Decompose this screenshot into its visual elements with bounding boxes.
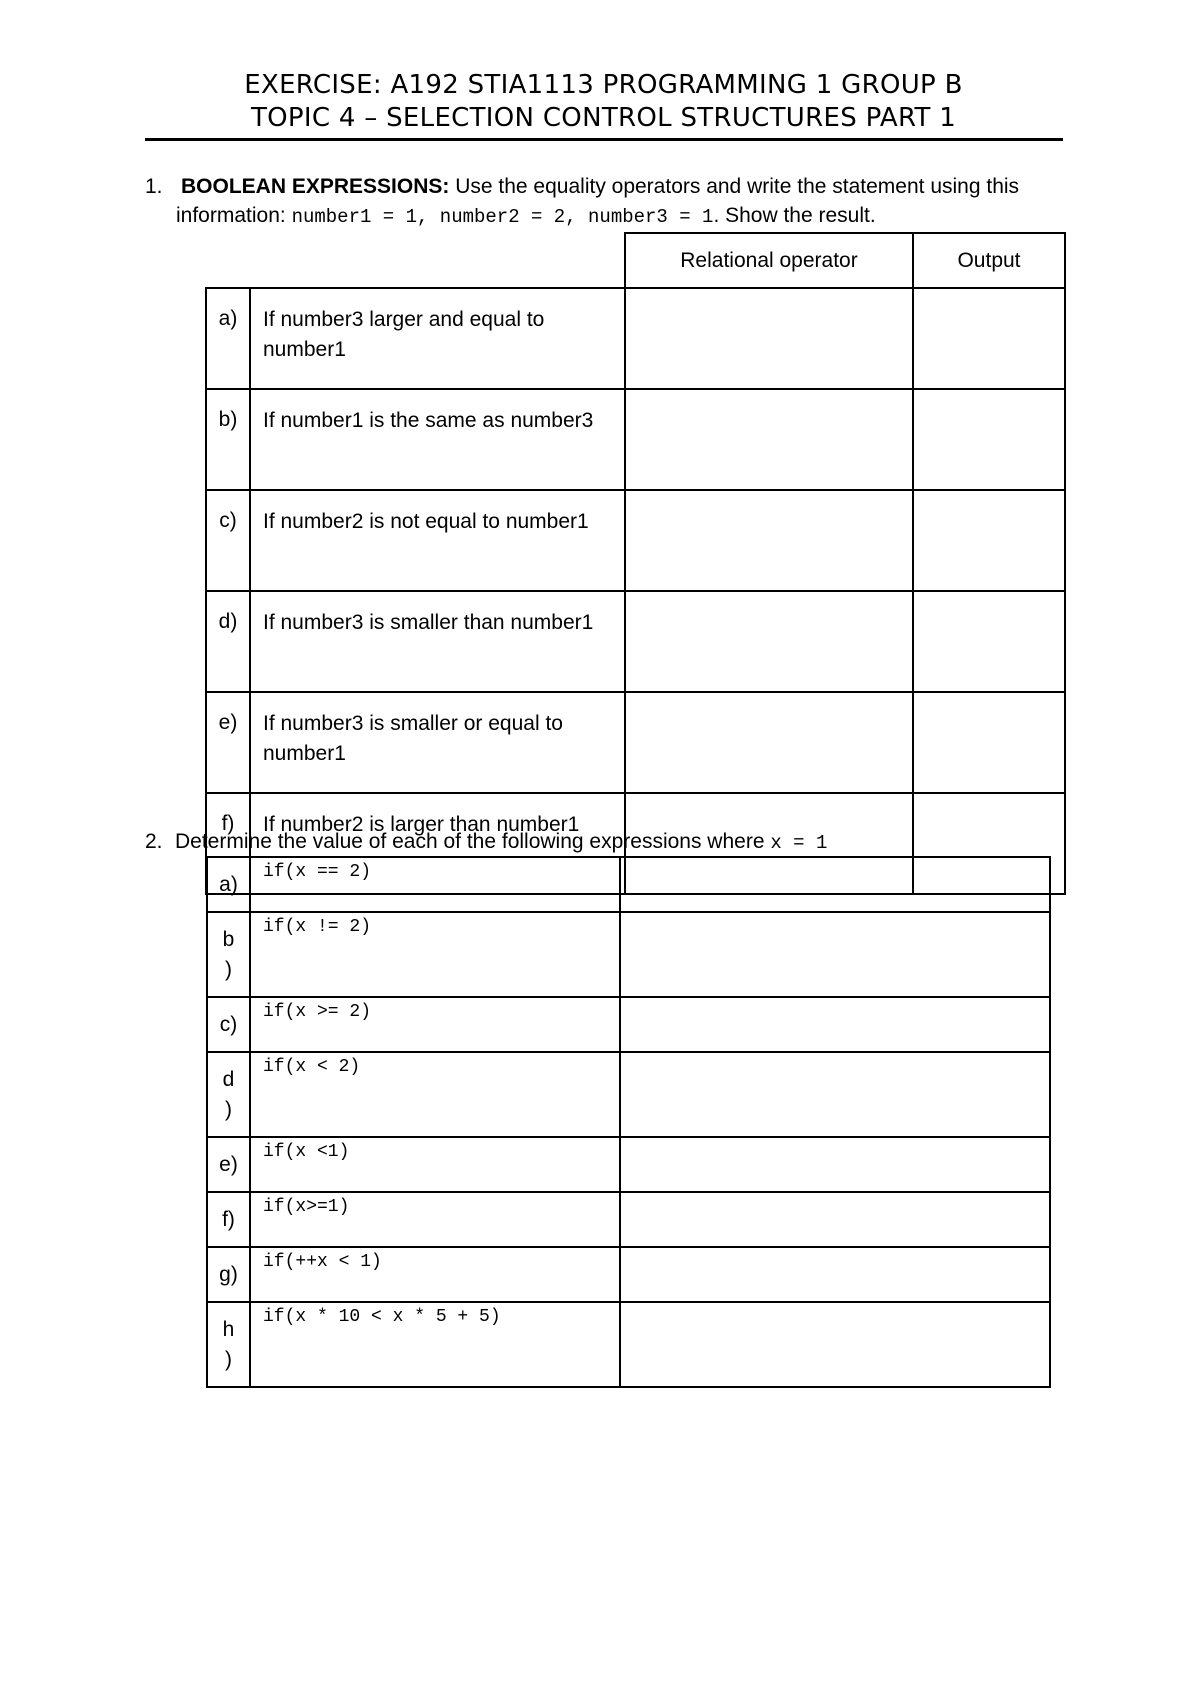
expressions-table bbox=[206, 856, 1051, 1388]
relational-operator-answer-cell[interactable] bbox=[625, 288, 913, 389]
row-description: If number2 is not equal to number1 bbox=[250, 490, 625, 591]
question-2-number: 2. bbox=[145, 830, 163, 853]
row-label: e) bbox=[207, 1137, 250, 1192]
question-2-code: x = 1 bbox=[770, 832, 828, 854]
row-label: b) bbox=[206, 389, 250, 490]
output-answer-cell[interactable] bbox=[913, 490, 1065, 591]
table-row bbox=[207, 1137, 1050, 1192]
row-label: a) bbox=[207, 857, 250, 912]
answer-cell[interactable] bbox=[620, 1247, 1050, 1302]
page-title-line-2: TOPIC 4 – SELECTION CONTROL STRUCTURES PART 1 bbox=[250, 103, 957, 133]
question-1-line-2 bbox=[176, 204, 876, 228]
output-header: Output bbox=[913, 233, 1065, 288]
answer-cell[interactable] bbox=[620, 1302, 1050, 1387]
answer-cell[interactable] bbox=[620, 912, 1050, 997]
row-description: If number3 larger and equal to number1 bbox=[250, 288, 625, 389]
relational-operator-answer-cell[interactable] bbox=[625, 490, 913, 591]
relational-operator-answer-cell[interactable] bbox=[625, 389, 913, 490]
relational-operator-answer-cell[interactable] bbox=[625, 692, 913, 793]
expression-code: if(x < 2) bbox=[250, 1052, 620, 1137]
expression-code: if(++x < 1) bbox=[250, 1247, 620, 1302]
row-label: b ) bbox=[207, 912, 250, 997]
row-label: d ) bbox=[207, 1052, 250, 1137]
relational-operator-answer-cell[interactable] bbox=[625, 591, 913, 692]
row-label: a) bbox=[206, 288, 250, 389]
expression-code: if(x * 10 < x * 5 + 5) bbox=[250, 1302, 620, 1387]
answer-cell[interactable] bbox=[620, 997, 1050, 1052]
table-row bbox=[207, 997, 1050, 1052]
page-title-line-1: EXERCISE: A192 STIA1113 PROGRAMMING 1 GROUP B bbox=[244, 70, 963, 100]
question-1-info-end: . Show the result. bbox=[713, 204, 876, 227]
question-1-instruction: Use the equality operators and write the statement using this bbox=[449, 175, 1020, 198]
title-divider bbox=[145, 138, 1063, 141]
question-1-info-label: information: bbox=[176, 204, 292, 227]
table-row bbox=[206, 490, 1065, 591]
row-label: e) bbox=[206, 692, 250, 793]
output-answer-cell[interactable] bbox=[913, 692, 1065, 793]
boolean-expressions-table bbox=[205, 232, 1066, 895]
table-header-row bbox=[206, 233, 1065, 288]
expression-code: if(x == 2) bbox=[250, 857, 620, 912]
answer-cell[interactable] bbox=[620, 1052, 1050, 1137]
row-description: If number1 is the same as number3 bbox=[250, 389, 625, 490]
answer-cell[interactable] bbox=[620, 1137, 1050, 1192]
question-2-instruction: Determine the value of each of the following expressions where bbox=[175, 830, 771, 853]
table-row bbox=[207, 1052, 1050, 1137]
table-row bbox=[207, 1247, 1050, 1302]
question-1-number: 1. bbox=[145, 175, 163, 198]
row-description: If number3 is smaller than number1 bbox=[250, 591, 625, 692]
expression-code: if(x>=1) bbox=[250, 1192, 620, 1247]
expression-code: if(x >= 2) bbox=[250, 997, 620, 1052]
table-row bbox=[207, 1302, 1050, 1387]
table-row bbox=[206, 288, 1065, 389]
table-row bbox=[207, 857, 1050, 912]
table-row bbox=[206, 591, 1065, 692]
row-label: c) bbox=[206, 490, 250, 591]
table-row bbox=[206, 389, 1065, 490]
answer-cell[interactable] bbox=[620, 857, 1050, 912]
row-label: d) bbox=[206, 591, 250, 692]
output-answer-cell[interactable] bbox=[913, 389, 1065, 490]
question-1-info-code: number1 = 1, number2 = 2, number3 = 1 bbox=[291, 206, 714, 228]
output-answer-cell[interactable] bbox=[913, 591, 1065, 692]
expression-code: if(x != 2) bbox=[250, 912, 620, 997]
table-row bbox=[207, 1192, 1050, 1247]
question-1-heading: BOOLEAN EXPRESSIONS: bbox=[181, 175, 450, 198]
row-label: f) bbox=[207, 1192, 250, 1247]
row-description: If number2 is larger than number1 bbox=[250, 793, 625, 894]
output-answer-cell[interactable] bbox=[913, 288, 1065, 389]
row-label: c) bbox=[207, 997, 250, 1052]
table-row bbox=[206, 692, 1065, 793]
row-label: f) bbox=[206, 793, 250, 894]
answer-cell[interactable] bbox=[620, 1192, 1050, 1247]
row-description: If number3 is smaller or equal to number1 bbox=[250, 692, 625, 793]
table-row bbox=[207, 912, 1050, 997]
row-label: h ) bbox=[207, 1302, 250, 1387]
row-label: g) bbox=[207, 1247, 250, 1302]
expression-code: if(x <1) bbox=[250, 1137, 620, 1192]
relational-operator-header: Relational operator bbox=[625, 233, 913, 288]
